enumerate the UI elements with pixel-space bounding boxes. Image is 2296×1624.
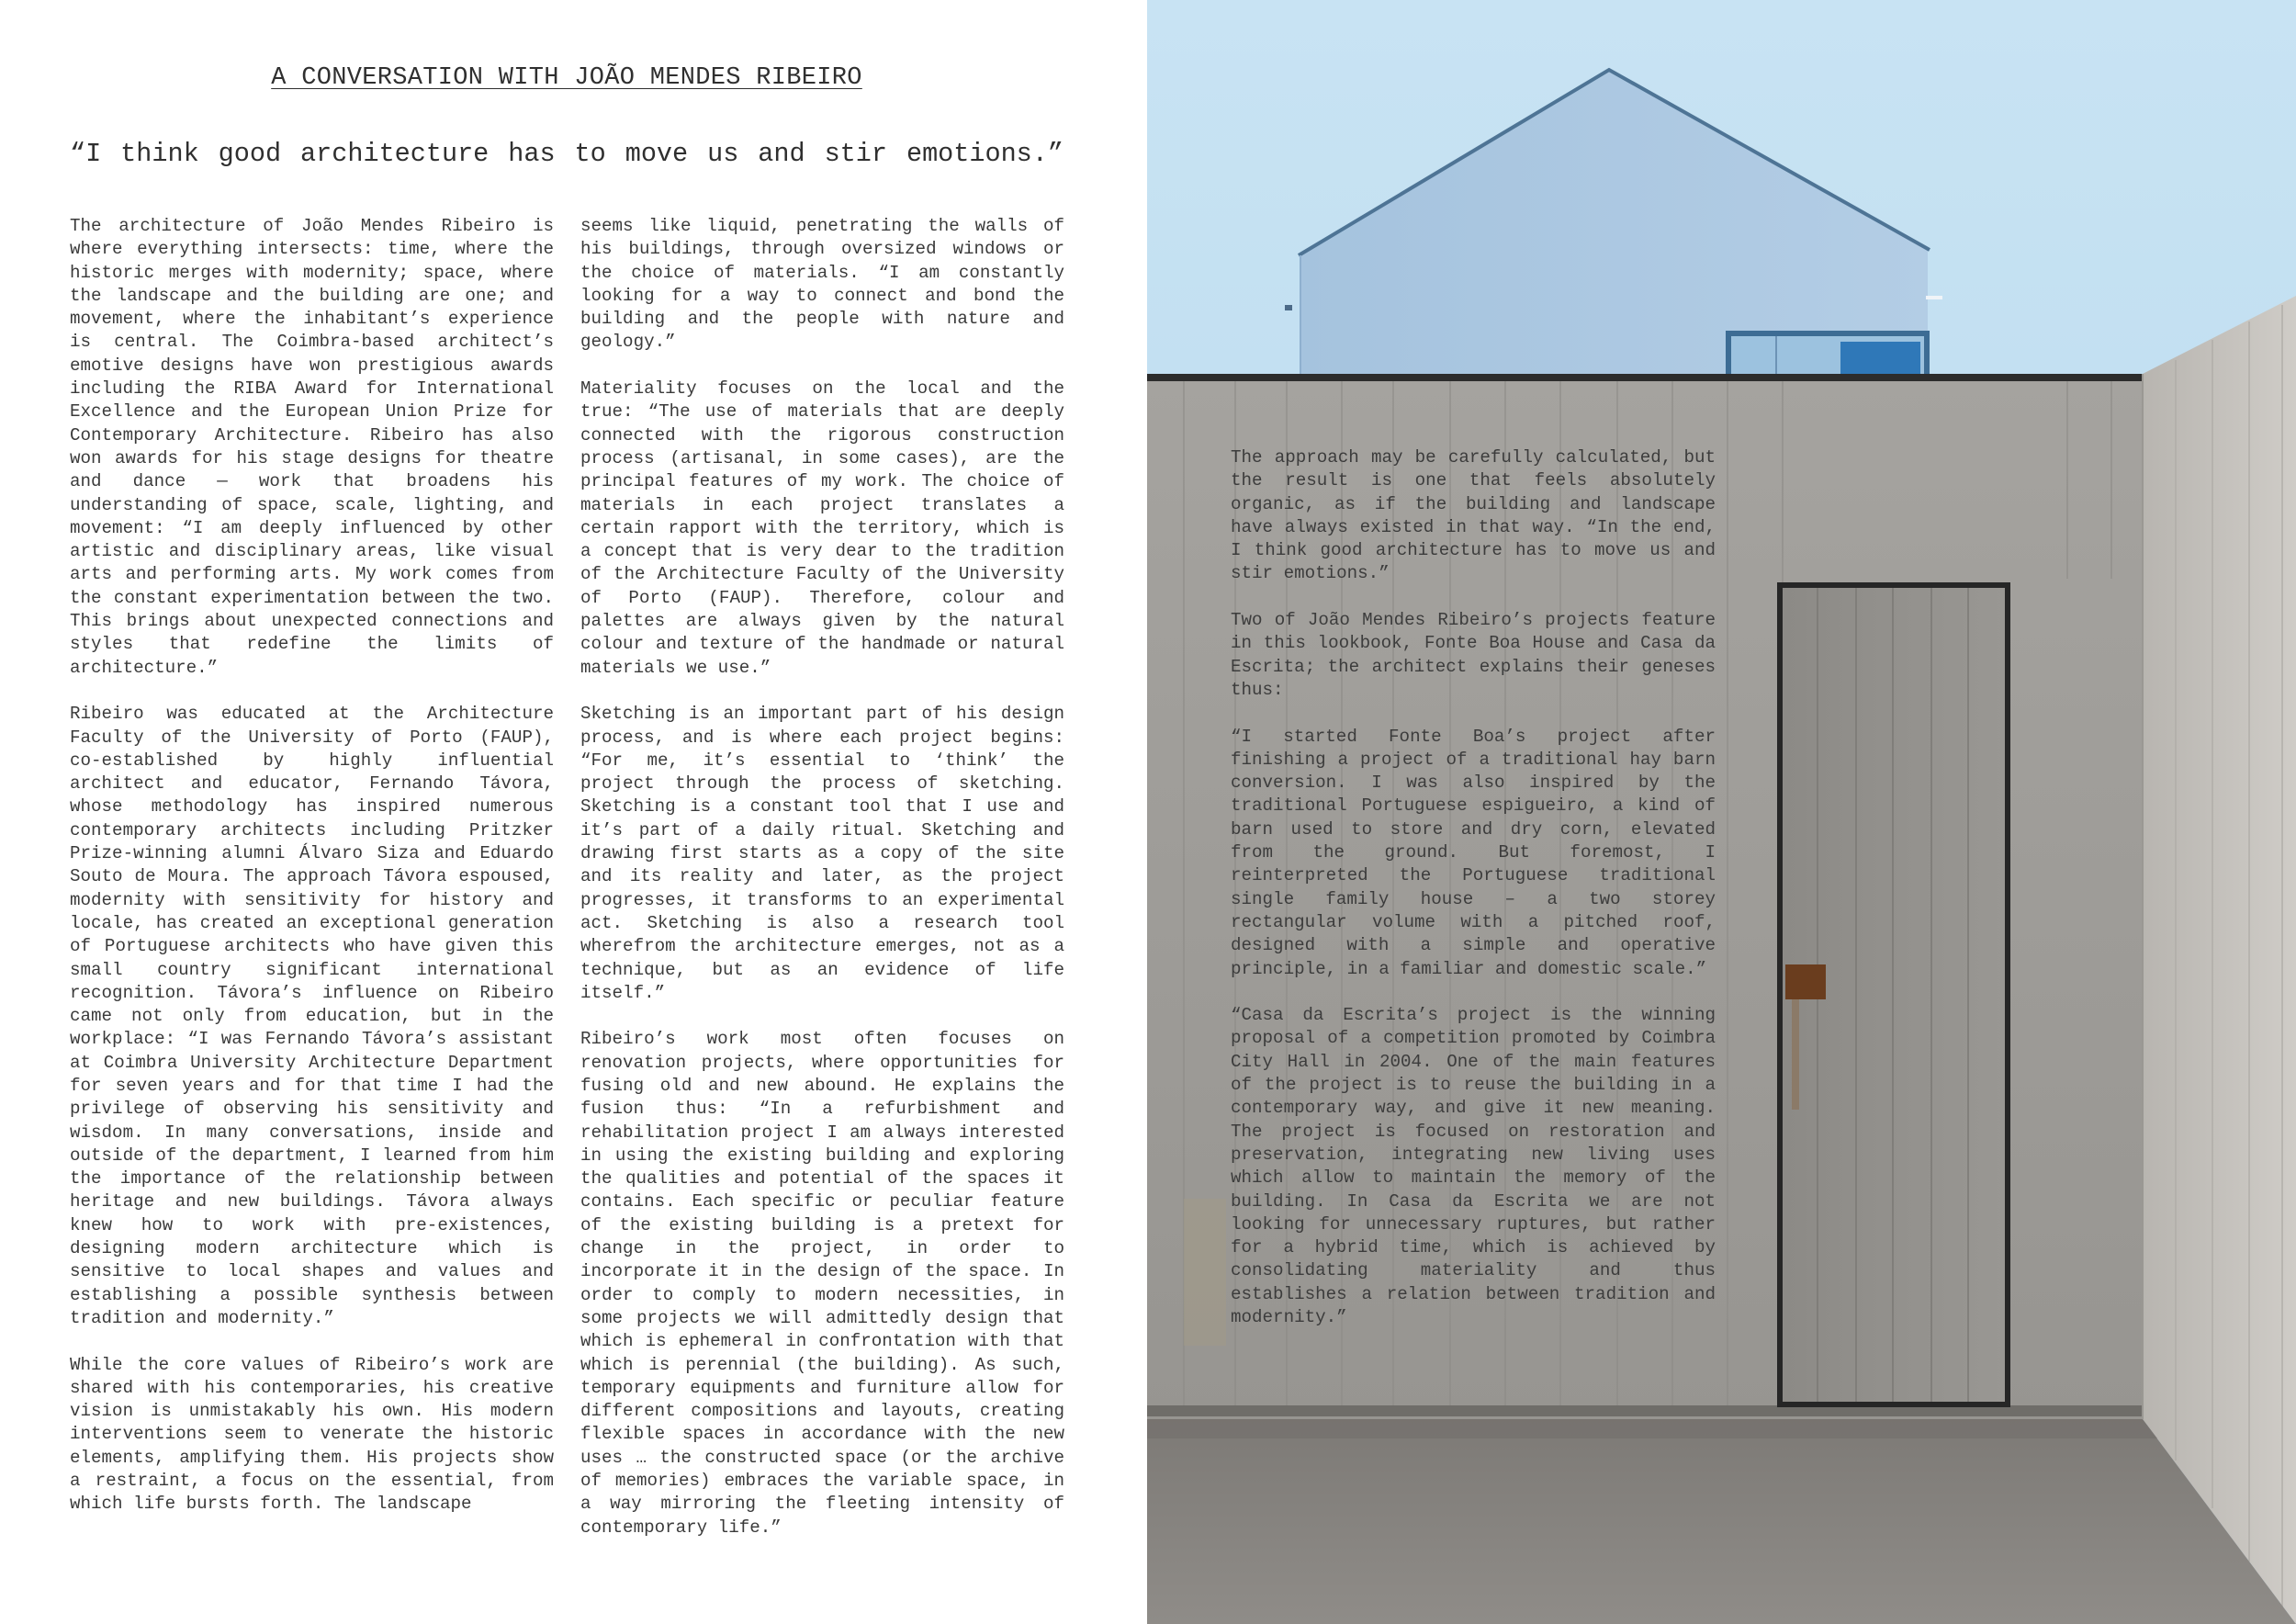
paragraph: Two of João Mendes Ribeiro’s projects feature in this lookbook, Fonte Boa House and Casa da Escrita; the architect explains their geneses thus: (1231, 610, 1716, 700)
text-column-2 (580, 215, 1064, 1562)
text-column-3 (1231, 446, 1716, 1353)
paragraph: While the core values of Ribeiro’s work are shared with his contemporaries, his creative vision is unmistakably his own. His modern interventions seem to venerate the historic elements, amplifying them. His projects show a restraint, a focus on the essential, from which life bursts forth. The landscape (70, 1354, 554, 1515)
paragraph: Ribeiro was educated at the Architecture Faculty of the University of Porto (FAUP), co-established by highly influential architect and educator, Fernando Távora, whose methodology has inspired numerous contemporary architects including Pritzker Prize-winning alumni Álvaro Siza and Eduardo Souto de Moura. The approach Távora espoused, modernity with sensitivity for history and locale, has created an exceptional generation of Portuguese architects who have given this small country significant international recognition. Távora’s influence on Ribeiro came not only from education, but in the workplace: “I was Fernando Távora’s assistant at Coimbra University Architecture Department for seven years and for that time I had the privilege of observing his sensitivity and wisdom. In many conversations, inside and outside of the department, I learned from him the importance of the relationship between heritage and new buildings. Távora always knew how to work with pre-existences, designing modern architecture which is sensitive to local shapes and values and establishing a possible synthesis between tradition and modernity.” (70, 704, 554, 1328)
side-wall (2143, 296, 2296, 1624)
left-page (0, 0, 1147, 1624)
paragraph: The architecture of João Mendes Ribeiro is where everything intersects: time, where the historic merges with modernity; space, where the landscape and the building are one; and movement, where the inhabitant’s experience is central. The Coimbra-based architect’s emotive designs have won prestigious awards including the RIBA Award for International Excellence and the European Union Prize for Contemporary Architecture. Ribeiro has also won awards for his stage designs for theatre and dance — work that broadens his understanding of space, scale, lighting, and movement: “I am deeply influenced by other artistic and disciplinary areas, like visual arts and performing arts. My work comes from the constant experimentation between the two. This brings about unexpected connections and styles that redefine the limits of architecture.” (70, 216, 554, 678)
article-title-text: A CONVERSATION WITH JOÃO MENDES RIBEIRO (271, 64, 862, 92)
paragraph: “I started Fonte Boa’s project after finishing a project of a traditional hay barn conversion. I was also inspired by the traditional Portuguese espigueiro, a kind of barn used to store and dry corn, elevated from the ground. But foremost, I reinterpreted the Portuguese traditional single family house – a two storey rectangular volume with a pitched roof, designed with a simple and operative principle, in a familiar and domestic scale.” (1231, 726, 1716, 979)
text-column-1 (70, 215, 554, 1539)
paragraph: Materiality focuses on the local and the true: “The use of materials that are deeply connected with the rigorous construction process (artisanal, in some cases), are the principal features of my work. The choice of materials in each project translates a certain rapport with the territory, which is a concept that is very dear to the tradition of the Architecture Faculty of the University of Porto (FAUP). Therefore, colour and palettes are always given by the natural colour and texture of the handmade or natural materials we use.” (580, 378, 1064, 678)
paragraph: The approach may be carefully calculated, but the result is one that feels absolutely organic, as if the building and landscape have always existed in that way. “In the end, I think good architecture has to move us and stir emotions.” (1231, 447, 1716, 584)
ground (1147, 1419, 2296, 1624)
article-title (70, 62, 1064, 94)
paragraph: Sketching is an important part of his design process, and is where each project begins: “For me, it’s essential to ‘think’ the project through the process of sketching. Sketching is a constant tool that I use and it’s part of a daily ritual. Sketching and drawing first starts as a copy of the site and its reality and later, as the project progresses, it transforms to an experimental act. Sketching is also a research tool wherefrom the architecture emerges, not as a technique, but as an evidence of life itself.” (580, 704, 1064, 1003)
pull-quote: “I think good architecture has to move us and stir emotions.” (70, 139, 1064, 169)
door-handle (1785, 964, 1826, 999)
wooden-door (1777, 582, 2010, 1407)
paragraph: Ribeiro’s work most often focuses on renovation projects, where opportunities for fusing old and new abound. He explains the fusion thus: “In a refurbishment and rehabilitation project I am always interested in using the existing building and exploring the qualities and potential of the spaces it contains. Each specific or peculiar feature of the existing building is a pretext for change in the project, in order to incorporate it in the design of the space. In order to comply to modern necessities, in some projects we will admittedly design that which is ephemeral in confrontation with that which is perennial (the building). As such, temporary equipments and furniture allow for different compositions and layouts, creating flexible spaces in accordance with the new uses … the constructed space (or the archive of memories) embraces the variable space, in a way mirroring the fleeting intensity of contemporary life.” (580, 1029, 1064, 1538)
paragraph: “Casa da Escrita’s project is the winning proposal of a competition promoted by Coimbra City Hall in 2004. One of the main features of the project is to reuse the building in a contemporary way, and give it new meaning. The project is focused on restoration and preservation, integrating new living uses which allow to maintain the memory of the building. In Casa da Escrita we are not looking for unnecessary ruptures, but rather for a hybrid time, which is achieved by consolidating materiality and thus establishes a relation between tradition and modernity.” (1231, 1005, 1716, 1327)
architecture-photo (1147, 0, 2296, 1624)
paragraph: seems like liquid, penetrating the walls of his buildings, through oversized windows or the choice of materials. “I am constantly looking for a way to connect and bond the building and the people with nature and geology.” (580, 216, 1064, 353)
